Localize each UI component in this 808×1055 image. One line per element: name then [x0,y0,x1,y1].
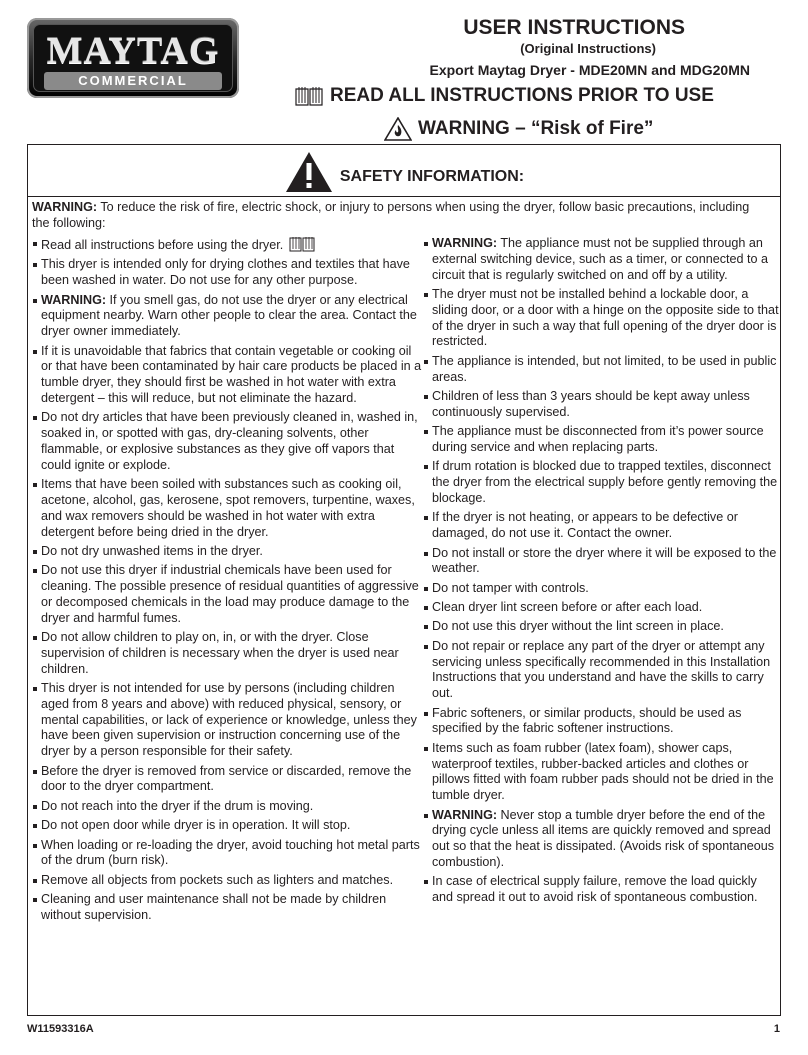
safety-heading [28,151,780,193]
safety-heading-text: SAFETY INFORMATION: [339,168,525,185]
fire-warning-text: WARNING – “Risk of Fire” [418,118,654,139]
item-label: WARNING: [41,292,107,307]
list-item [423,236,779,283]
list-item [423,808,779,871]
warning-triangle-icon [284,150,334,194]
item-text: Clean dryer lint screen before or after each load. [432,600,703,615]
list-item [423,619,779,635]
item-text: Cleaning and user maintenance shall not be made by children without supervision. [41,892,387,922]
item-text: This dryer is intended only for drying clothes and textiles that have been washed in water. Do not use for any other purpose. [41,257,410,288]
item-text: If it is unavoidable that fabrics that contain vegetable or cooking oil or that have been contaminated by hair care products be placed in a tumble dryer, they should first be washed in hot water with extra detergent – this will reduce, but not eliminate the hazard. [41,343,422,405]
document-subtitle: (Original Instructions) [520,41,656,56]
list-item [423,546,779,578]
item-text: The dryer must not be installed behind a lockable door, a sliding door, or a door with a hinge on the opposite side to that of the dryer in such a way that full opening of the dryer door is restricted. [432,286,779,349]
item-text: Do not dry articles that have been previously cleaned in, washed in, soaked in, or spotted with gas, dry-cleaning solvents, other flammable, or explosive substances as they give off vapors that could ignite or explode. [41,410,418,472]
item-label: WARNING: [432,807,498,822]
right-column-list [423,236,779,910]
logo-badge [33,24,233,92]
item-text: Do not reach into the dryer if the drum is moving. [41,798,314,813]
fire-warning-line [384,117,653,141]
item-text: Do not use this dryer if industrial chemicals have been used for cleaning. The possible presence of residual quantities of aggressive or decomposed chemicals in the load may produce damage to the dryer and harmful fumes. [41,563,419,625]
list-item [423,287,779,350]
item-text: Do not install or store the dryer where it will be exposed to the weather. [432,545,777,576]
list-item [32,838,424,870]
list-item [32,236,424,254]
list-item [423,389,779,421]
left-column-list [32,236,424,927]
item-text: Do not use this dryer without the lint screen in place. [432,619,724,634]
item-text: Do not repair or replace any part of the dryer or attempt any servicing unless specifically recommended in this Installation Instructions that you understand and have the skills to carry out. [432,638,771,701]
item-text: Fabric softeners, or similar products, should be used as specified by the fabric softener instructions. [432,705,742,736]
item-text: The appliance is intended, but not limited, to be used in public areas. [432,353,777,384]
document-title: USER INSTRUCTIONS [463,16,685,39]
list-item [32,477,424,540]
intro-text: To reduce the risk of fire, electric shock, or injury to persons when using the dryer, follow basic precautions, including the following: [32,200,750,230]
safety-box [27,144,781,1016]
list-item [423,706,779,738]
item-text: Items such as foam rubber (latex foam), shower caps, waterproof textiles, rubber-backed articles and clothes or pillows fitted with foam rubber pads should not be dried in the tumble dryer. [432,740,774,803]
item-text: If drum rotation is blocked due to trapped textiles, disconnect the dryer from the electrical supply before gently removing the blockage. [432,459,778,505]
item-text: This dryer is not intended for use by persons (including children aged from 8 years and above) with reduced physical, sensory, or mental capabilities, or lack of experience or knowledge, unless they have been given supervision or instruction concerning use of the dryer by a person responsible for their safety. [41,681,417,759]
item-text: The appliance must not be supplied through an external switching device, such as a timer, or connected to a circuit that is regularly switched on and off by a utility. [432,236,769,282]
item-text: When loading or re-loading the dryer, avoid touching hot metal parts of the drum (burn risk). [41,837,420,868]
item-text: If the dryer is not heating, or appears to be defective or damaged, do not use it. Contact the owner. [432,510,738,541]
list-item [32,410,424,473]
list-item [32,344,424,407]
list-item [423,874,779,906]
list-item [32,799,424,815]
item-text: Do not tamper with controls. [432,580,589,595]
book-icon [294,85,324,107]
intro-warning-label: WARNING: [32,200,98,214]
read-instructions-text: READ ALL INSTRUCTIONS PRIOR TO USE [330,85,714,106]
list-item [423,741,779,804]
list-item [423,510,779,542]
model-line: Export Maytag Dryer - MDE20MN and MDG20MN [429,62,750,78]
list-item [32,293,424,340]
item-text: Do not dry unwashed items in the dryer. [41,543,263,558]
list-item [32,563,424,626]
list-item [32,257,424,289]
item-text: Remove all objects from pockets such as lighters and matches. [41,872,394,887]
item-text: Children of less than 3 years should be kept away unless continuously supervised. [432,388,750,419]
list-item [32,681,424,760]
list-item [423,424,779,456]
item-text: Never stop a tumble dryer before the end of the drying cycle unless all items are quickly removed and spread out so that the heat is dissipated. (Avoids risk of spontaneous combustion). [432,807,775,869]
list-item [32,630,424,677]
item-text: Do not allow children to play on, in, or with the dryer. Close supervision of children is necessary when the dryer is used near children. [41,630,399,676]
item-label: WARNING: [432,236,498,250]
list-item [423,354,779,386]
maytag-logo [27,18,239,98]
document-code: W11593316A [27,1023,94,1035]
list-item [423,639,779,702]
list-item [32,818,424,834]
list-item [32,892,424,924]
read-instructions-line [294,84,714,108]
divider [28,196,780,197]
list-item [32,764,424,796]
list-item [423,459,779,506]
book-icon [289,236,315,252]
fire-warning-icon [384,117,412,141]
item-text: Do not open door while dryer is in operation. It will stop. [41,818,351,833]
page-number: 1 [773,1023,780,1035]
logo-sub: COMMERCIAL [44,72,222,90]
item-text: Before the dryer is removed from service or discarded, remove the door to the dryer compartment. [41,763,412,794]
item-text: The appliance must be disconnected from it’s power source during service and when replacing parts. [432,424,764,454]
logo-brand: MAYTAG [46,30,220,72]
item-text: Items that have been soiled with substances such as cooking oil, acetone, alcohol, gas, kerosene, spot removers, turpentine, waxes, and wax removers should be washed in hot water with extra detergent before being dried in the dryer. [41,477,415,539]
list-item [423,600,779,616]
item-text: Read all instructions before using the dryer. [41,238,284,252]
safety-intro [32,200,768,231]
list-item [32,544,424,560]
list-item [32,873,424,889]
item-text: In case of electrical supply failure, remove the load quickly and spread it out to avoid risk of spontaneous combustion. [432,874,758,905]
list-item [423,581,779,597]
item-text: If you smell gas, do not use the dryer or any electrical equipment nearby. Warn other people to clear the area. Contact the dryer owner immediately. [41,292,417,339]
